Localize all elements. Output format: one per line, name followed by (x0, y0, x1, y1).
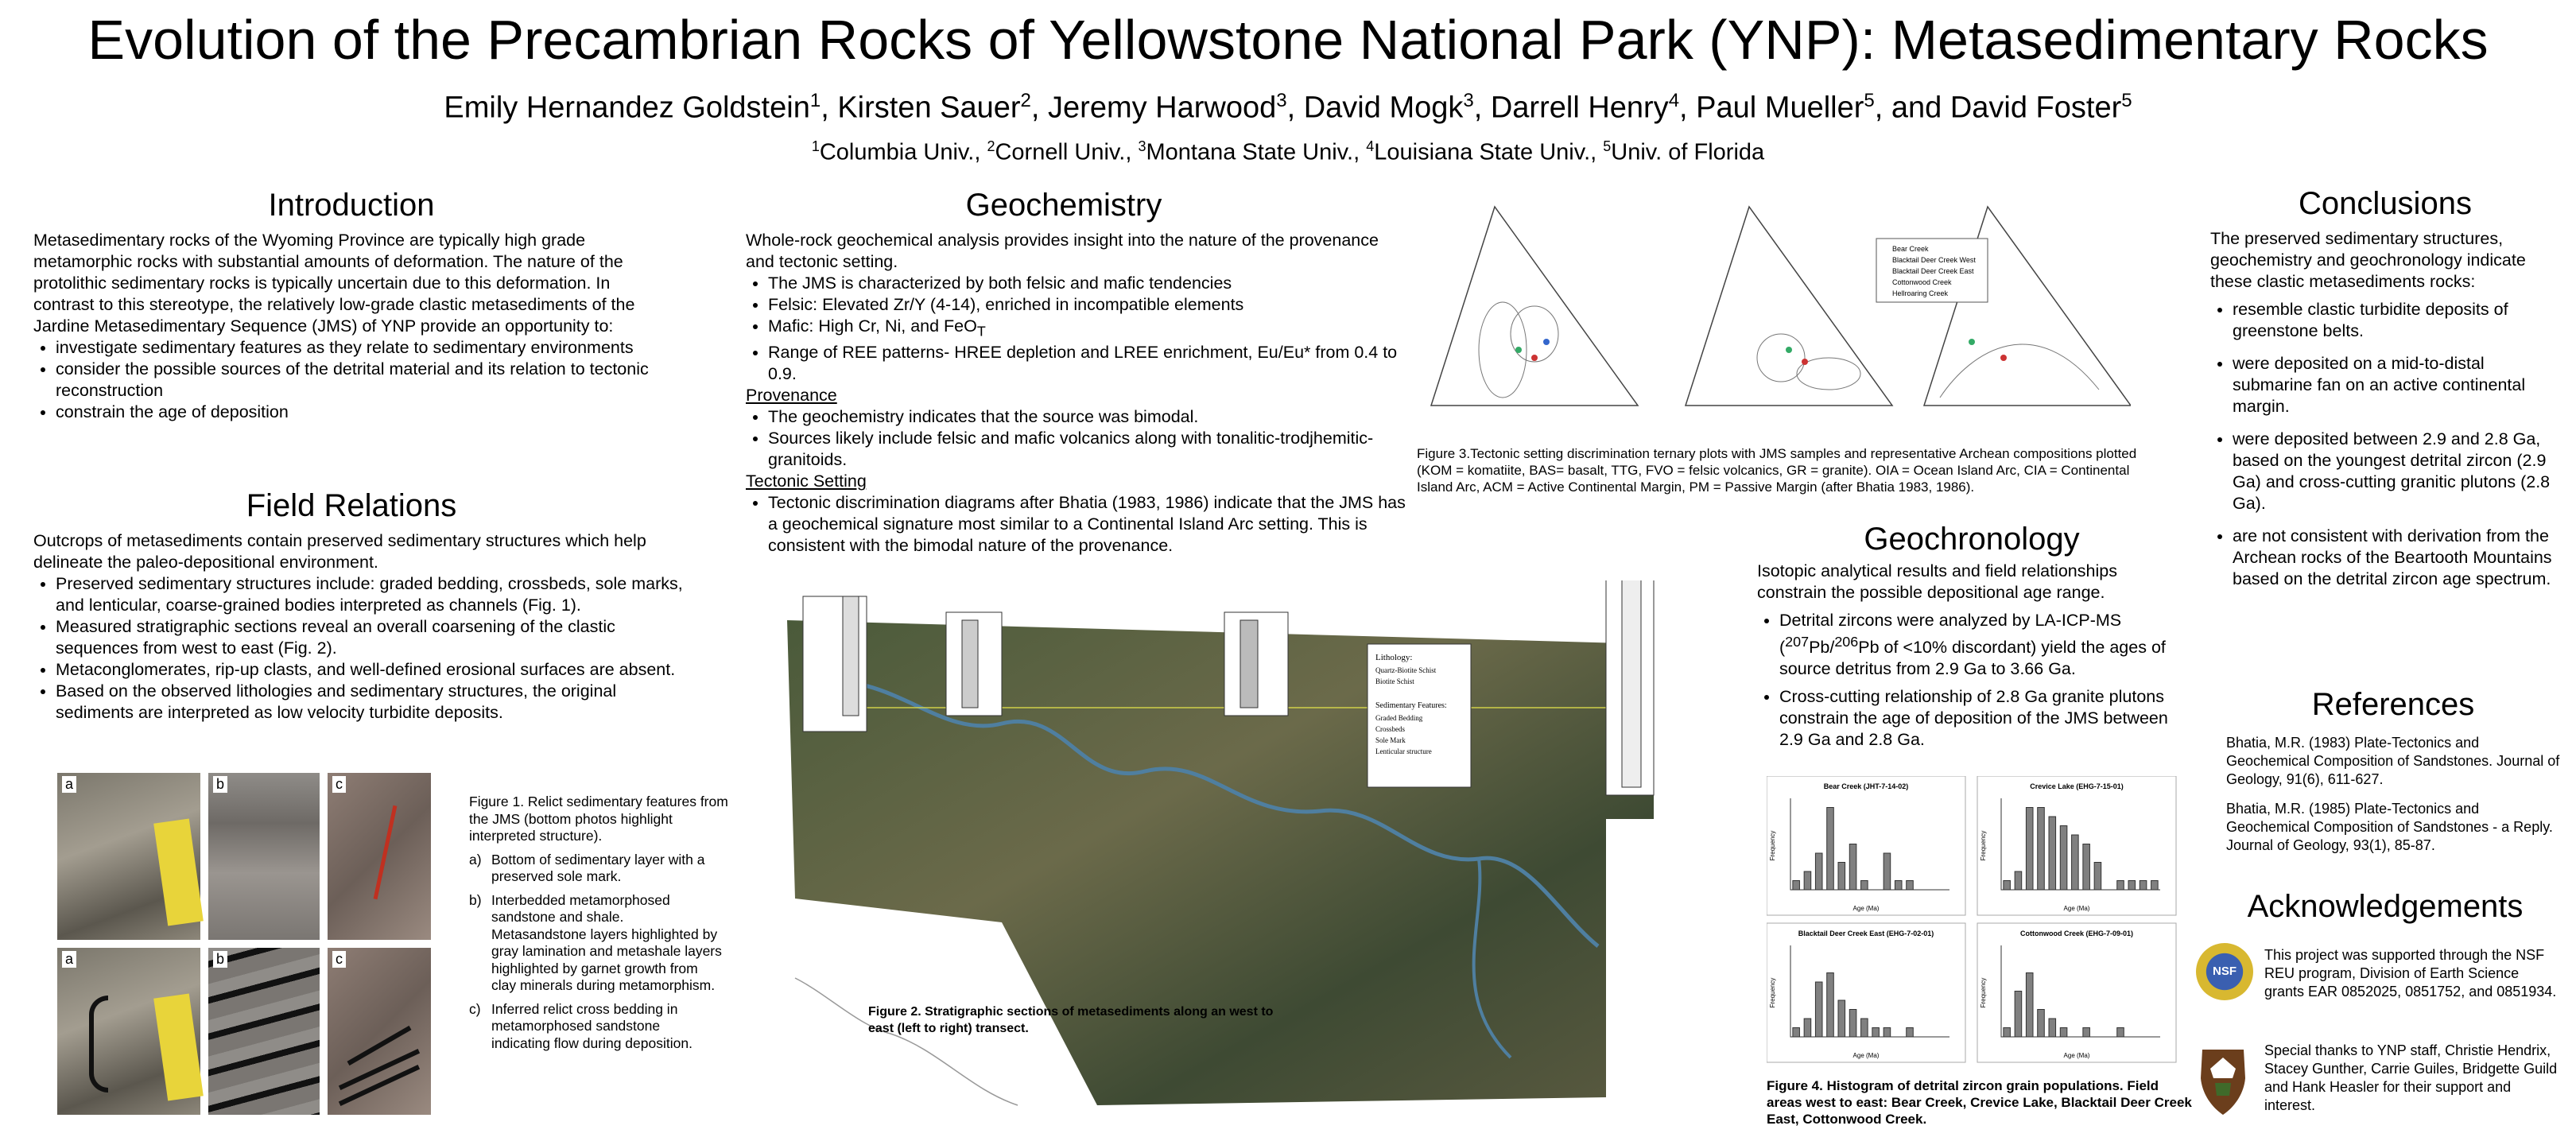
authors-line: Emily Hernandez Goldstein$^1$, Kirsten Sauer$^2$, Jeremy Harwood$^3$, David Mogk$^3$, Darrell Henry$^4$, Paul Mueller$^5$, and David Foster$^5$ (444, 90, 2132, 125)
introduction-title: Introduction (268, 188, 435, 223)
histogram-chart (1767, 776, 1965, 915)
histogram-bar (1793, 881, 1800, 891)
y-axis-label: Frequency (1769, 830, 1776, 861)
geochemistry-title: Geochemistry (965, 188, 1162, 223)
histogram-bar (2140, 881, 2147, 891)
legend-lithology-item: Quartz-Biotite Schist (1375, 666, 1437, 674)
geochemistry-section (746, 188, 1406, 557)
figure1-photos (57, 773, 455, 1115)
list-item: • Metaconglomerates, rip-up clasts, and well-defined erosional surfaces are absent. (56, 659, 693, 681)
histogram-chart (1767, 923, 1965, 1062)
provenance-heading: Provenance (746, 386, 837, 406)
list-item: • Detrital zircons were analyzed by LA-ICP-MS ($^{207}$Pb/$^{206}$Pb of <10% discordant) yield the ages of source detritus from 2.9 Ga to 3.66 Ga. (1779, 610, 2186, 680)
histogram-bar (2026, 808, 2033, 891)
geochemistry-text: Whole-rock geochemical analysis provides insight into the nature of the provenance and tectonic setting. (746, 231, 1379, 271)
x-axis-label: Age (Ma) (1852, 1052, 1880, 1059)
figure2-map (763, 580, 1717, 1129)
author-name: Kirsten Sauer (837, 91, 1021, 125)
histogram-bar (1793, 1028, 1800, 1038)
legend-item: Blacktail Deer Creek West (1892, 256, 1976, 264)
poster-title: Evolution of the Precambrian Rocks of Yellowstone National Park (YNP): Metasedimentary Rocks (87, 9, 2489, 71)
figure1-caption (469, 794, 731, 1052)
references-title: References (2311, 687, 2475, 722)
histogram-bar (1838, 863, 1845, 891)
histogram-bar (2117, 881, 2124, 891)
histogram-bar (2049, 1019, 2056, 1037)
photo-label: c (332, 776, 346, 793)
affiliation-number: 3 (1138, 138, 1146, 154)
list-item: • investigate sedimentary features as they relate to sedimentary environments (56, 337, 669, 359)
geochronology-title: Geochronology (1864, 522, 2080, 557)
provenance-bullets (746, 406, 1406, 471)
list-item: • Tectonic discrimination diagrams after Bhatia (1983, 1986) indicate that the JMS has a geochemical signature most similar to a Continental Island Arc setting. This is consistent with the bimodal nature of the provenance. (768, 492, 1406, 557)
histogram-bar (1872, 1028, 1880, 1038)
photo-c-bottom (328, 948, 431, 1115)
acknowledgements-section (2210, 889, 2560, 925)
field-relations-bullets (33, 573, 693, 724)
introduction-text: Metasedimentary rocks of the Wyoming Province are typically high grade metamorphic rocks with substantial amounts of deformation. The nature of the protolithic sedimentary rocks is typically uncertain due to this deformation. In contrast to this stereotype, the relatively low-grade clastic metasediments of the Jardine Metasedimentary Sequence (JMS) of YNP provide an opportunity to: (33, 231, 635, 336)
histogram-bar (2004, 1028, 2011, 1038)
histogram-bar (1861, 1019, 1868, 1037)
affiliation-name: Columbia Univ. (819, 139, 975, 165)
y-axis-label: Frequency (1769, 977, 1776, 1008)
list-item: • Measured stratigraphic sections reveal an overall coarsening of the clastic sequences from west to east (Fig. 2). (56, 616, 693, 659)
chart-title: Cottonwood Creek (EHG-7-09-01) (2019, 930, 2134, 937)
affiliation-number: 4 (1366, 138, 1375, 154)
figure1-caption-title: Figure 1. Relict sedimentary features from the JMS (bottom photos highlight interpreted structure). (469, 794, 728, 844)
photo-a-top (57, 773, 200, 940)
histogram-bar (2083, 1028, 2090, 1038)
author-affiliation-number: 3 (1463, 90, 1474, 111)
histogram-bar (2015, 992, 2022, 1038)
affiliation-number: 5 (1603, 138, 1612, 154)
y-axis-label: Frequency (1980, 977, 1987, 1008)
histogram-bar (2015, 871, 2022, 890)
figure3-caption: Figure 3.Tectonic setting discrimination ternary plots with JMS samples and representative Archean compositions plotted (KOM = komatiite, BAS= basalt, TTG, FVO = felsic volcanics, GR = granite). OIA = Ocean Island Arc, CIA = Continental Island Arc, ACM = Active Continental Margin, PM = Passive Margin (after Bhatia 1983, 1986). (1417, 446, 2137, 495)
references-section (2226, 687, 2560, 866)
list-item: • Felsic: Elevated Zr/Y (4-14), enriched in incompatible elements (768, 294, 1406, 316)
affiliations-line: $^1$Columbia Univ., $^2$Cornell Univ., $^3$Montana State Univ., $^4$Louisiana State Univ., $^5$Univ. of Florida (811, 138, 1765, 165)
author-name: Jeremy Harwood (1048, 91, 1277, 125)
x-axis-label: Age (Ma) (2063, 1052, 2090, 1059)
chart-title: Crevice Lake (EHG-7-15-01) (2030, 782, 2124, 790)
photo-label: b (213, 776, 227, 793)
author-name: David Mogk (1303, 91, 1464, 125)
y-axis-label: Frequency (1980, 830, 1987, 861)
affiliation-number: 2 (987, 138, 995, 154)
histogram-bar (2026, 973, 2033, 1038)
affiliation-name: Montana State Univ. (1146, 139, 1354, 165)
list-item: • were deposited on a mid-to-distal submarine fan on an active continental margin. (2233, 353, 2560, 417)
histogram-bar (1815, 982, 1822, 1037)
nsf-logo: NSF (2196, 943, 2253, 1000)
list-item: • are not consistent with derivation from the Archean rocks of the Beartooth Mountains based on the detrital zircon age spectrum. (2233, 526, 2560, 590)
list-item: • constrain the age of deposition (56, 402, 669, 423)
author-name: Darrell Henry (1490, 91, 1669, 125)
histogram-bar (2151, 881, 2159, 891)
legend-lithology-title: Lithology: (1375, 653, 1413, 662)
author-affiliation-number: 5 (1864, 90, 1875, 111)
histogram-bar (1907, 1028, 1914, 1038)
nsf-acknowledgement: This project was supported through the NSF REU program, Division of Earth Science grants EAR 0852025, 0851752, and 0851934. (2264, 947, 2557, 999)
histogram-bar (1884, 1028, 1891, 1038)
list-item: • consider the possible sources of the detrital material and its relation to tectonic reconstruction (56, 359, 669, 402)
list-item: • Based on the observed lithologies and sedimentary structures, the original sediments are interpreted as low velocity turbidite deposits. (56, 681, 693, 724)
field-relations-title: Field Relations (246, 488, 457, 523)
legend-item: Hellroaring Creek (1892, 289, 1949, 297)
legend-features-title: Sedimentary Features: (1375, 701, 1447, 710)
legend-item: Blacktail Deer Creek East (1892, 267, 1974, 275)
x-axis-label: Age (Ma) (2063, 905, 2090, 912)
affiliation-name: Louisiana State Univ. (1374, 139, 1591, 165)
nps-arrowhead-logo (2198, 1046, 2248, 1116)
legend-feature-item: Crossbeds (1375, 725, 1406, 733)
author-affiliation-number: 2 (1020, 90, 1031, 111)
list-item: • Sources likely include felsic and mafic volcanics along with tonalitic-trodjhemitic-granitoids. (768, 428, 1406, 471)
histogram-bar (2060, 826, 2067, 891)
figure2-caption: Figure 2. Stratigraphic sections of metasediments along an west to east (left to right) transect. (868, 1005, 1274, 1035)
figure4-caption: Figure 4. Histogram of detrital zircon grain populations. Field areas west to east: Bear Creek, Crevice Lake, Blacktail Deer Creek East, Cottonwood Creek. (1767, 1078, 2192, 1127)
histogram-bar (2083, 844, 2090, 891)
nps-acknowledgement: Special thanks to YNP staff, Christie Hendrix, Stacey Gunther, Carrie Guiles, Bridgette Guild and Hank Heasler for their support and interest. (2264, 1042, 2558, 1113)
histogram-bar (1827, 808, 1834, 891)
conclusions-section (2210, 186, 2560, 590)
reference-item: Bhatia, M.R. (1983) Plate-Tectonics and Geochemical Composition of Sandstones. Journal of Geology, 91(6), 611-627. (2226, 735, 2560, 787)
histogram-chart (1977, 776, 2176, 915)
histogram-bar (2117, 1028, 2124, 1038)
conclusions-bullets (2210, 299, 2560, 590)
list-item: • The geochemistry indicates that the source was bimodal. (768, 406, 1406, 428)
photo-label: c (332, 951, 346, 968)
chart-title: Blacktail Deer Creek East (EHG-7-02-01) (1798, 930, 1934, 937)
acknowledgements-title: Acknowledgements (2247, 889, 2524, 924)
figure3-ternary-plots (1415, 191, 2131, 429)
figure1-item-c: c) Inferred relict cross bedding in metamorphosed sandstone indicating flow during deposition. (469, 1000, 692, 1051)
legend-item: Cottonwood Creek (1892, 278, 1952, 286)
figure4-histograms (1767, 776, 2180, 1070)
histogram-bar (1838, 1000, 1845, 1037)
chart-title: Bear Creek (JHT-7-14-02) (1823, 782, 1909, 790)
author-affiliation-number: 4 (1668, 90, 1680, 111)
histogram-bar (1804, 1019, 1811, 1037)
tectonic-bullets (746, 492, 1406, 557)
affiliation-name: Univ. of Florida (1611, 139, 1765, 165)
list-item: • The JMS is characterized by both felsic and mafic tendencies (768, 273, 1406, 294)
tectonic-setting-heading: Tectonic Setting (746, 472, 867, 491)
histogram-bar (1861, 881, 1868, 891)
reference-item: Bhatia, M.R. (1985) Plate-Tectonics and Geochemical Composition of Sandstones - a Reply. Journal of Geology, 93(1), 85-87. (2226, 801, 2553, 853)
histogram-bar (2049, 817, 2056, 890)
histogram-bar (2094, 863, 2101, 891)
list-item: • Mafic: High Cr, Ni, and FeO$_T$ (768, 316, 1406, 342)
list-item: • Range of REE patterns- HREE depletion and LREE enrichment, Eu/Eu* from 0.4 to 0.9. (768, 342, 1406, 385)
chart-frame (1767, 776, 1965, 915)
geochronology-bullets (1757, 610, 2186, 751)
author-name: Paul Mueller (1696, 91, 1864, 125)
photo-label: a (62, 951, 76, 968)
photo-c-top (328, 773, 431, 940)
affiliation-number: 1 (811, 138, 820, 154)
author-affiliation-number: 1 (809, 90, 821, 111)
field-relations-section (33, 488, 693, 724)
author-affiliation-number: 3 (1276, 90, 1287, 111)
geochronology-section (1757, 522, 2186, 751)
x-axis-label: Age (Ma) (1852, 905, 1880, 912)
author-name: and David Foster (1891, 91, 2122, 125)
feo-subscript: T (976, 323, 986, 340)
satellite-map (763, 580, 1717, 1129)
introduction-bullets (33, 337, 669, 423)
geochronology-text: Isotopic analytical results and field relationships constrain the possible depositional age range. (1757, 561, 2117, 602)
photo-label: a (62, 776, 76, 793)
legend-lithology-item: Biotite Schist (1375, 677, 1414, 685)
legend-feature-item: Graded Bedding (1375, 714, 1423, 722)
list-item: • resemble clastic turbidite deposits of greenstone belts. (2233, 299, 2560, 342)
legend-feature-item: Sole Mark (1375, 736, 1406, 744)
histogram-bar (1815, 853, 1822, 890)
introduction-section (33, 188, 669, 423)
histogram-bar (1804, 871, 1811, 890)
conclusions-text: The preserved sedimentary structures, geochemistry and geochronology indicate these clastic metasediments rocks: (2210, 229, 2526, 291)
ternary-plot-2 (1686, 207, 1892, 406)
histogram-bar (2038, 808, 2045, 891)
list-item: • were deposited between 2.9 and 2.8 Ga, based on the youngest detrital zircon (2.9 Ga) and cross-cutting granitic plutons (2.8 Ga). (2233, 429, 2560, 514)
author-affiliation-number: 5 (2121, 90, 2132, 111)
photo-b-bottom (208, 948, 320, 1115)
histogram-bar (1907, 881, 1914, 891)
geochemistry-bullets (746, 273, 1406, 385)
ternary-plot-3 (1924, 207, 2131, 406)
chart-frame (1767, 923, 1965, 1062)
field-relations-text: Outcrops of metasediments contain preserved sedimentary structures which help delineate the paleo-depositional environment. (33, 531, 646, 572)
histogram-bar (2128, 881, 2136, 891)
list-item: • Cross-cutting relationship of 2.8 Ga granite plutons constrain the age of deposition of the JMS between 2.9 Ga and 2.8 Ga. (1779, 686, 2186, 751)
chart-frame (1977, 923, 2176, 1062)
histogram-bar (2038, 1010, 2045, 1038)
photo-b-top (208, 773, 320, 940)
histogram-chart (1977, 923, 2176, 1062)
legend-feature-item: Lenticular structure (1375, 747, 1432, 755)
legend-item: Bear Creek (1892, 245, 1929, 253)
histogram-bar (1849, 1010, 1856, 1038)
photo-label: b (213, 951, 227, 968)
histogram-bar (1884, 853, 1891, 890)
list-item: • Preserved sedimentary structures include: graded bedding, crossbeds, sole marks, and lenticular, coarse-grained bodies interpreted as channels (Fig. 1). (56, 573, 693, 616)
histogram-bar (1849, 844, 1856, 891)
histogram-bar (2072, 835, 2079, 890)
figure1-item-b: b) Interbedded metamorphosed sandstone and shale. Metasandstone layers highlighted by gray lamination and metashale layers highlighted by garnet growth from clay minerals during metamorphism. (469, 891, 722, 993)
histogram-bar (1827, 973, 1834, 1038)
photo-a-bottom (57, 948, 200, 1115)
author-name: Emily Hernandez Goldstein (444, 91, 810, 125)
affiliation-name: Cornell Univ. (995, 139, 1126, 165)
histogram-bar (2060, 1028, 2067, 1038)
histogram-bar (1895, 881, 1902, 891)
conclusions-title: Conclusions (2299, 186, 2472, 221)
histogram-panel (1767, 776, 2180, 1070)
figure1-item-a: a) Bottom of sedimentary layer with a preserved sole mark. (469, 851, 705, 884)
histogram-bar (2004, 881, 2011, 891)
